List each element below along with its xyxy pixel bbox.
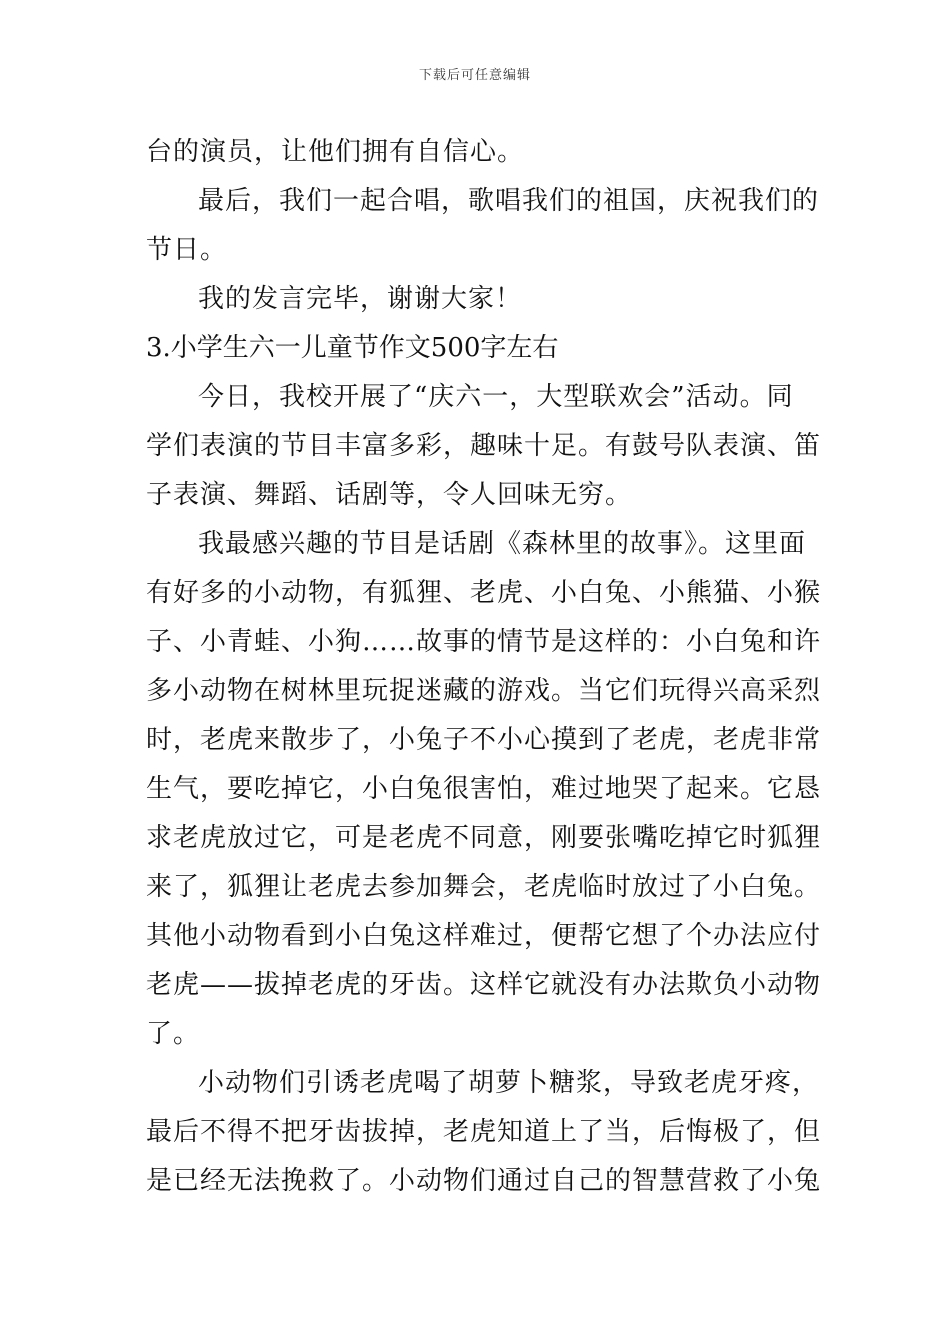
- text-line: 有好多的小动物，有狐狸、老虎、小白兔、小熊猫、小猴: [146, 578, 822, 608]
- text-line: 是已经无法挽救了。小动物们通过自己的智慧营救了小兔: [146, 1166, 822, 1196]
- text-line: 其他小动物看到小白兔这样难过，便帮它想了个办法应付: [146, 921, 822, 951]
- text-line: 节日。: [146, 235, 228, 265]
- text-line: 生气，要吃掉它，小白兔很害怕，难过地哭了起来。它恳: [146, 774, 822, 804]
- text-line: 台的演员，让他们拥有自信心。: [146, 137, 525, 167]
- text-line: 最后不得不把牙齿拔掉，老虎知道上了当，后悔极了，但: [146, 1117, 822, 1147]
- section-heading: 3.小学生六一儿童节作文500字左右: [146, 333, 559, 363]
- document-body: [146, 128, 822, 1206]
- text-line: 小动物们引诱老虎喝了胡萝卜糖浆，导致老虎牙疼，: [198, 1068, 820, 1098]
- text-line: 来了，狐狸让老虎去参加舞会，老虎临时放过了小白兔。: [146, 872, 822, 902]
- text-line: 今日，我校开展了“庆六一，大型联欢会”活动。同: [198, 382, 794, 412]
- text-line: 子、小青蛙、小狗……故事的情节是这样的：小白兔和许: [146, 627, 822, 657]
- text-line: 多小动物在树林里玩捉迷藏的游戏。当它们玩得兴高采烈: [146, 676, 822, 706]
- text-line: 求老虎放过它，可是老虎不同意，刚要张嘴吃掉它时狐狸: [146, 823, 822, 853]
- text-line: 我的发言完毕，谢谢大家！: [198, 284, 523, 314]
- text-line: 时，老虎来散步了，小兔子不小心摸到了老虎，老虎非常: [146, 725, 822, 755]
- header-note: 下载后可任意编辑: [418, 68, 531, 83]
- text-line: 老虎——拔掉老虎的牙齿。这样它就没有办法欺负小动物: [146, 970, 822, 1000]
- text-line: 子表演、舞蹈、话剧等，令人回味无穷。: [146, 480, 633, 510]
- text-line: 了。: [146, 1019, 201, 1049]
- text-line: 学们表演的节目丰富多彩，趣味十足。有鼓号队表演、笛: [146, 431, 822, 461]
- text-line: 最后，我们一起合唱，歌唱我们的祖国，庆祝我们的: [198, 186, 820, 216]
- text-line: 我最感兴趣的节目是话剧《森林里的故事》。这里面: [198, 529, 807, 559]
